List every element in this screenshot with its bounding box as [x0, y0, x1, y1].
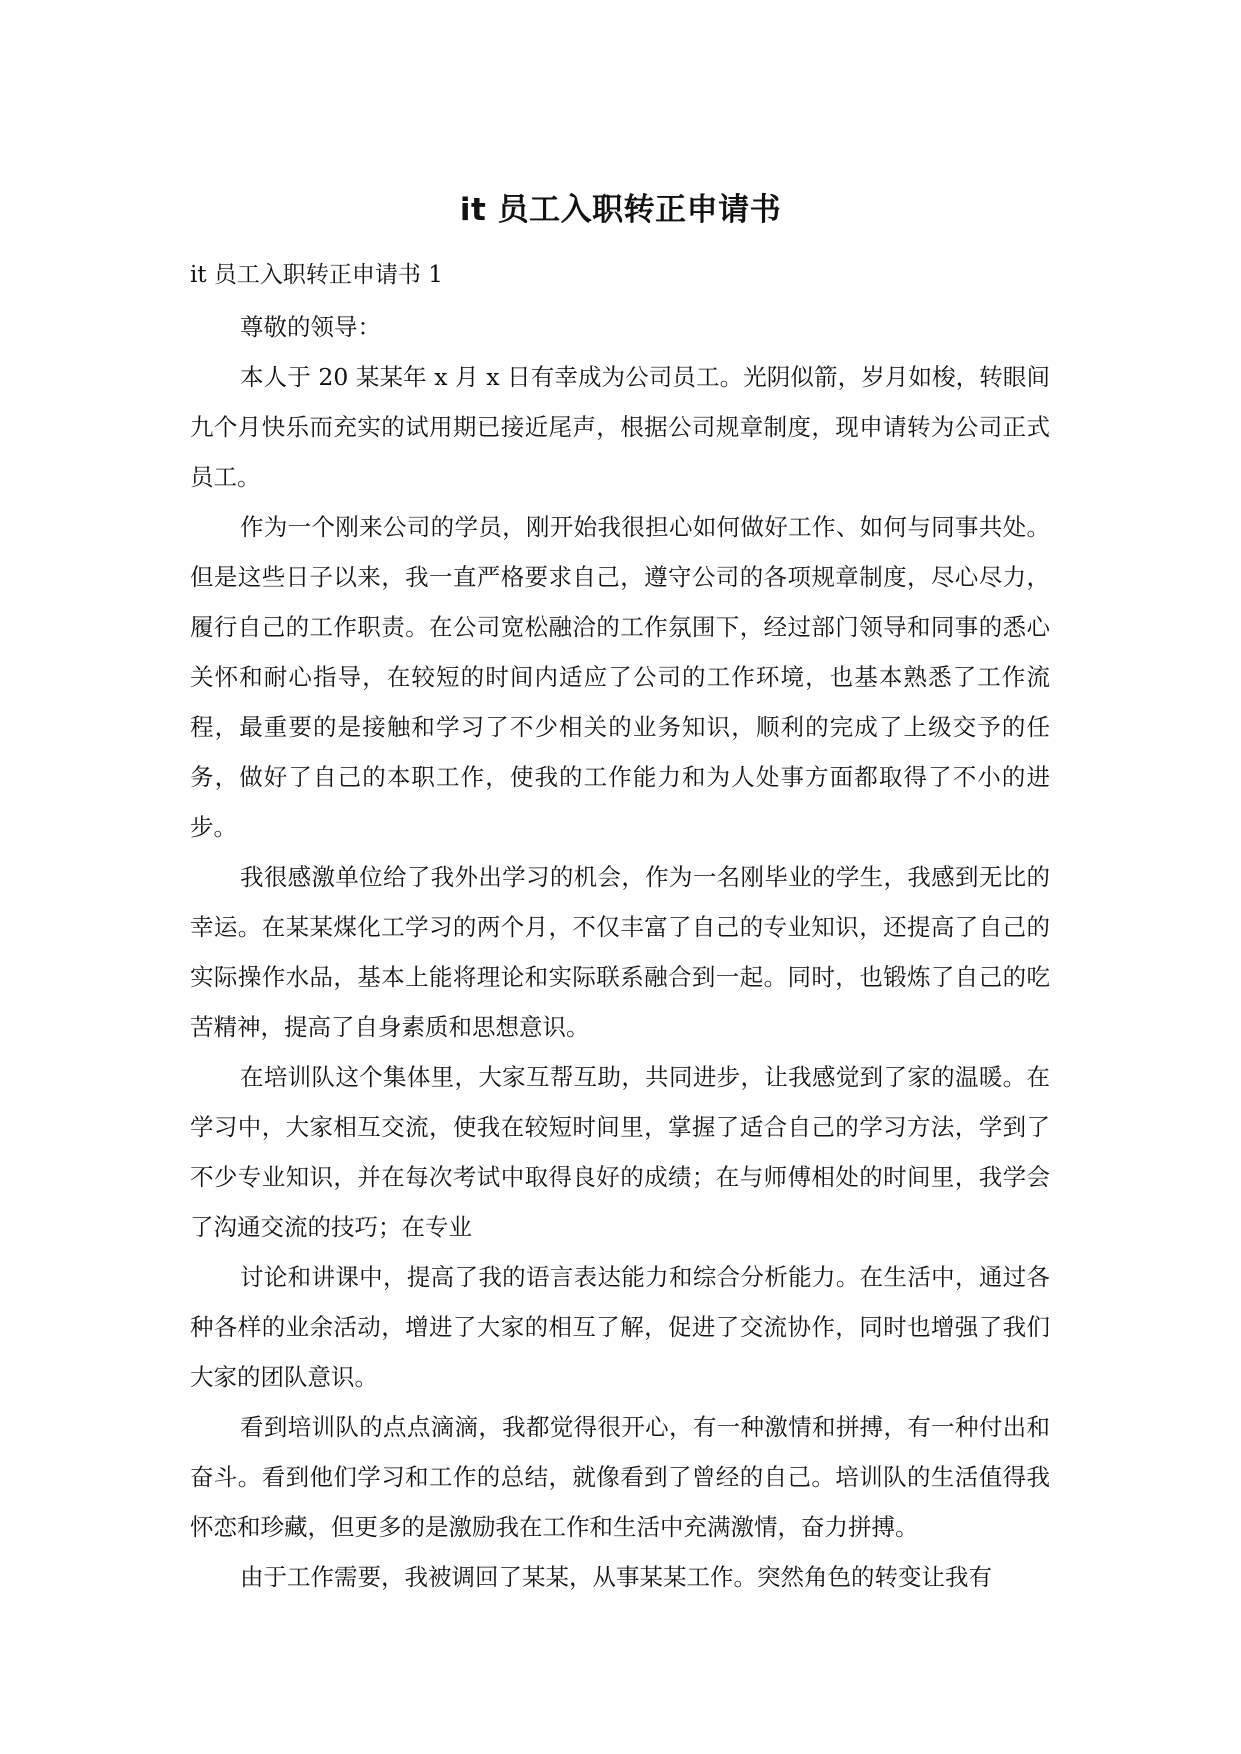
paragraph-intro: 本人于 20 某某年 x 月 x 日有幸成为公司员工。光阴似箭，岁月如梭，转眼间九个月快乐而充实的试用期已接近尾声，根据公司规章制度，现申请转为公司正式员工。 — [190, 363, 1050, 491]
paragraph-reflection: 看到培训队的点点滴滴，我都觉得很开心，有一种激情和拼搏，有一种付出和奋斗。看到他们学习和工作的总结，就像看到了曾经的自己。培训队的生活值得我怀恋和珍藏，但更多的是激励我在工作和生活中充满激情，奋力拼搏。 — [190, 1413, 1050, 1541]
paragraph-discussion: 讨论和讲课中，提高了我的语言表达能力和综合分析能力。在生活中，通过各种各样的业余活动，增进了大家的相互了解，促进了交流协作，同时也增强了我们大家的团队意识。 — [190, 1263, 1050, 1391]
document-body — [190, 302, 1050, 1602]
paragraph-work: 作为一个刚来公司的学员，刚开始我很担心如何做好工作、如何与同事共处。但是这些日子以来，我一直严格要求自己，遵守公司的各项规章制度，尽心尽力，履行自己的工作职责。在公司宽松融洽的工作氛围下，经过部门领导和同事的悉心关怀和耐心指导，在较短的时间内适应了公司的工作环境，也基本熟悉了工作流程，最重要的是接触和学习了不少相关的业务知识，顺利的完成了上级交予的任务，做好了自己的本职工作，使我的工作能力和为人处事方面都取得了不小的进步。 — [190, 513, 1050, 841]
paragraph-team: 在培训队这个集体里，大家互帮互助，共同进步，让我感觉到了家的温暖。在学习中，大家相互交流，使我在较短时间里，掌握了适合自己的学习方法，学到了不少专业知识，并在每次考试中取得良好的成绩；在与师傅相处的时间里，我学会了沟通交流的技巧；在专业 — [190, 1063, 1050, 1241]
document-subtitle: it 员工入职转正申请书 1 — [190, 262, 443, 288]
paragraph-training-opportunity: 我很感激单位给了我外出学习的机会，作为一名刚毕业的学生，我感到无比的幸运。在某某煤化工学习的两个月，不仅丰富了自己的专业知识，还提高了自己的实际操作水品，基本上能将理论和实际联系融合到一起。同时，也锻炼了自己的吃苦精神，提高了自身素质和思想意识。 — [190, 863, 1050, 1041]
salutation: 尊敬的领导： — [240, 313, 381, 341]
document-title: it 员工入职转正申请书 — [459, 192, 782, 228]
paragraph-transfer: 由于工作需要，我被调回了某某，从事某某工作。突然角色的转变让我有 — [240, 1563, 992, 1591]
